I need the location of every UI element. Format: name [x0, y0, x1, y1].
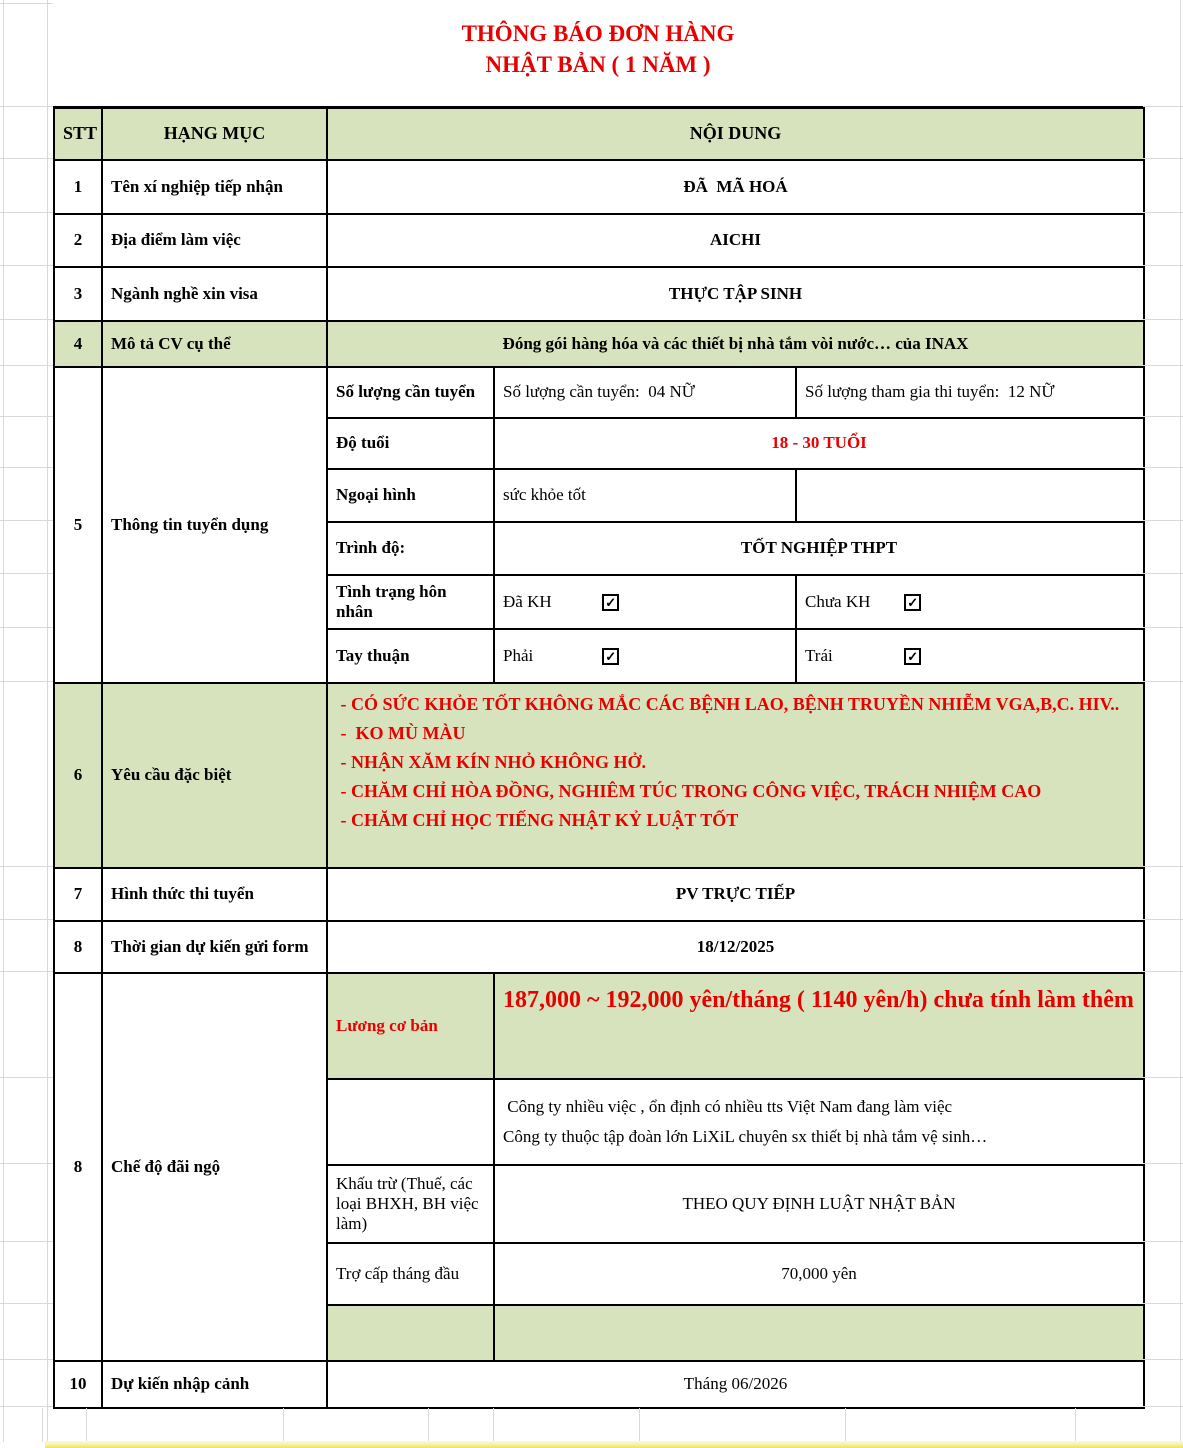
gridline [1143, 416, 1183, 417]
gridline [1143, 1359, 1183, 1360]
row3-number[interactable]: 3 [54, 267, 102, 321]
row9-category[interactable]: Chế độ đãi ngộ [102, 973, 327, 1361]
row1-category[interactable]: Tên xí nghiệp tiếp nhận [102, 160, 327, 214]
empty-green-value-cell[interactable] [494, 1305, 1144, 1361]
gridline [0, 1359, 53, 1360]
gridline [1143, 365, 1183, 366]
gridline [0, 971, 53, 972]
row2-value[interactable]: AICHI [327, 214, 1144, 267]
gridline [1180, 1408, 1181, 1442]
marital-married-cell[interactable] [494, 575, 796, 629]
gridline [639, 1408, 640, 1442]
recruit-quantity-value[interactable]: Số lượng cần tuyển: 04 NỮ [494, 367, 796, 418]
row8-value[interactable]: 18/12/2025 [327, 921, 1144, 973]
gridline [1143, 866, 1183, 867]
appearance-value-right[interactable] [796, 469, 1144, 522]
gridline [0, 866, 53, 867]
gridline [1143, 1406, 1183, 1407]
row2-category[interactable]: Địa điểm làm việc [102, 214, 327, 267]
check-glyph: ✓ [907, 595, 919, 611]
title-line-1: THÔNG BÁO ĐƠN HÀNG [461, 21, 735, 46]
gridline [1180, 0, 1181, 1442]
empty-green-label-cell[interactable] [327, 1305, 494, 1361]
empty-grid-row [0, 1408, 1183, 1442]
header-category[interactable]: HẠNG MỤC [102, 108, 327, 160]
row9-number[interactable]: 8 [54, 973, 102, 1361]
check-glyph: ✓ [605, 595, 617, 611]
row1-number[interactable]: 1 [54, 160, 102, 214]
gridline [1143, 1077, 1183, 1078]
checkbox-checked-icon[interactable] [602, 648, 619, 665]
header-stt[interactable]: STT [54, 108, 102, 160]
gridline [0, 627, 53, 628]
row10-category[interactable]: Dự kiến nhập cảnh [102, 1361, 327, 1408]
requirement-line: - CHĂM CHỈ HỌC TIẾNG NHẬT KỶ LUẬT TỐT [336, 809, 739, 830]
requirement-line: - NHẬN XĂM KÍN NHỎ KHÔNG HỞ. [336, 751, 646, 772]
gridline [0, 1077, 53, 1078]
allowance-label[interactable]: Trợ cấp tháng đầu [327, 1243, 494, 1305]
gridline [0, 1303, 53, 1304]
gridline [1143, 212, 1183, 213]
company-info-label[interactable] [327, 1079, 494, 1165]
marital-label[interactable]: Tình trạng hôn nhân [327, 575, 494, 629]
gridline [283, 1408, 284, 1442]
gridline [845, 1408, 846, 1442]
gridline [0, 212, 53, 213]
deduction-label[interactable]: Khấu trừ (Thuế, các loại BHXH, BH việc làm) [327, 1165, 494, 1243]
allowance-value[interactable]: 70,000 yên [494, 1243, 1144, 1305]
gridline [1143, 627, 1183, 628]
gridline [0, 3, 53, 4]
hand-right-label: Phải [503, 645, 534, 665]
salary-value[interactable]: 187,000 ~ 192,000 yên/tháng ( 1140 yên/h) chưa tính làm thêm [494, 973, 1144, 1079]
row7-category[interactable]: Hình thức thi tuyển [102, 868, 327, 921]
appearance-label[interactable]: Ngoại hình [327, 469, 494, 522]
gridline [1143, 158, 1183, 159]
gridline [1075, 1408, 1076, 1442]
row1-value[interactable]: ĐÃ MÃ HOÁ [327, 160, 1144, 214]
gridline [1143, 919, 1183, 920]
gridline [0, 1163, 53, 1164]
gridline [1143, 467, 1183, 468]
checkbox-checked-icon[interactable] [602, 594, 619, 611]
marital-single-label: Chưa KH [805, 591, 871, 611]
row6-value[interactable] [327, 683, 1144, 868]
company-info-line: Công ty nhiều việc , ổn định có nhiều tts Việt Nam đang làm việc [503, 1096, 953, 1116]
gridline [0, 1241, 53, 1242]
gridline [0, 319, 53, 320]
checkbox-checked-icon[interactable] [904, 648, 921, 665]
checkbox-checked-icon[interactable] [904, 594, 921, 611]
education-label[interactable]: Trình độ: [327, 522, 494, 575]
row3-category[interactable]: Ngành nghề xin visa [102, 267, 327, 321]
gridline [1143, 681, 1183, 682]
recruit-quantity-label[interactable]: Số lượng cần tuyển [327, 367, 494, 418]
gridline [86, 1408, 87, 1442]
row10-number[interactable]: 10 [54, 1361, 102, 1408]
row6-number[interactable]: 6 [54, 683, 102, 868]
gridline [0, 158, 53, 159]
row2-number[interactable]: 2 [54, 214, 102, 267]
education-value[interactable]: TỐT NGHIỆP THPT [494, 522, 1144, 575]
gridline [0, 1406, 53, 1407]
marital-single-cell[interactable] [796, 575, 1144, 629]
gridline [428, 1408, 429, 1442]
header-content[interactable]: NỘI DUNG [327, 108, 1144, 160]
gridline [42, 1408, 43, 1442]
row4-category[interactable]: Mô tả CV cụ thể [102, 321, 327, 367]
row5-number[interactable]: 5 [54, 367, 102, 683]
requirement-line: - KO MÙ MÀU [336, 722, 466, 743]
row7-number[interactable]: 7 [54, 868, 102, 921]
gridline [0, 365, 53, 366]
gridline [1143, 265, 1183, 266]
gridline [493, 1408, 494, 1442]
age-label[interactable]: Độ tuổi [327, 418, 494, 469]
row7-value[interactable]: PV TRỰC TIẾP [327, 868, 1144, 921]
gridline [1143, 1241, 1183, 1242]
hand-left-label: Trái [805, 645, 833, 665]
row8-category[interactable]: Thời gian dự kiến gửi form [102, 921, 327, 973]
gridline [0, 520, 53, 521]
hand-left-cell[interactable] [796, 629, 1144, 683]
gridline [0, 919, 53, 920]
check-glyph: ✓ [907, 649, 919, 665]
gridline [1143, 319, 1183, 320]
gridline [1143, 106, 1183, 107]
gridline [1143, 520, 1183, 521]
requirement-line: - CHĂM CHỈ HÒA ĐỒNG, NGHIÊM TÚC TRONG CÔNG VIỆC, TRÁCH NHIỆM CAO [336, 780, 1042, 801]
gridline [0, 467, 53, 468]
order-table [53, 106, 1145, 1409]
row6-category[interactable]: Yêu cầu đặc biệt [102, 683, 327, 868]
company-info-value[interactable] [494, 1079, 1144, 1165]
gridline [0, 265, 53, 266]
gridline [0, 416, 53, 417]
hand-right-cell[interactable] [494, 629, 796, 683]
row8-number[interactable]: 8 [54, 921, 102, 973]
row4-value[interactable]: Đóng gói hàng hóa và các thiết bị nhà tắm vòi nước… của INAX [327, 321, 1144, 367]
appearance-value[interactable]: sức khỏe tốt [494, 469, 796, 522]
gridline [0, 106, 53, 107]
company-info-line: Công ty thuộc tập đoàn lớn LiXiL chuyên sx thiết bị nhà tắm vệ sinh… [503, 1126, 988, 1146]
document-title [53, 0, 1143, 80]
row3-value[interactable]: THỰC TẬP SINH [327, 267, 1144, 321]
gridline [3, 0, 4, 1442]
gridline [1143, 573, 1183, 574]
check-glyph: ✓ [605, 649, 617, 665]
hand-label[interactable]: Tay thuận [327, 629, 494, 683]
gridline [1143, 1303, 1183, 1304]
gridline [1143, 971, 1183, 972]
gridline [0, 681, 53, 682]
deduction-value[interactable]: THEO QUY ĐỊNH LUẬT NHẬT BẢN [494, 1165, 1144, 1243]
exam-quantity-value[interactable]: Số lượng tham gia thi tuyển: 12 NỮ [796, 367, 1144, 418]
age-value[interactable]: 18 - 30 TUỔI [494, 418, 1144, 469]
gridline [0, 573, 53, 574]
row4-number[interactable]: 4 [54, 321, 102, 367]
title-line-2: NHẬT BẢN ( 1 NĂM ) [485, 52, 711, 77]
row5-category[interactable]: Thông tin tuyển dụng [102, 367, 327, 683]
requirement-line: - CÓ SỨC KHỎE TỐT KHÔNG MẮC CÁC BỆNH LAO, BỆNH TRUYỀN NHIỄM VGA,B,C. HIV.. [336, 693, 1120, 714]
gridline [47, 0, 48, 1442]
highlight-row [45, 1441, 1183, 1448]
gridline [1143, 1163, 1183, 1164]
salary-label[interactable]: Lương cơ bản [327, 973, 494, 1079]
row10-value[interactable]: Tháng 06/2026 [327, 1361, 1144, 1408]
marital-married-label: Đã KH [503, 591, 552, 611]
